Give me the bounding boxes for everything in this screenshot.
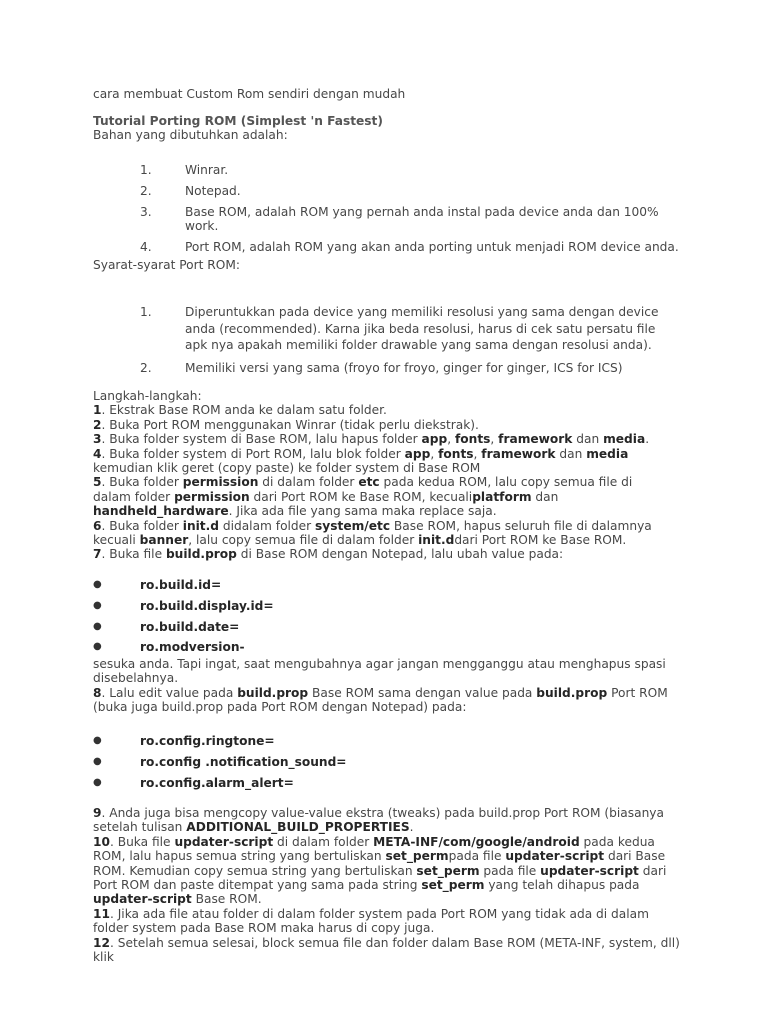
materials-intro: Bahan yang dibutuhkan adalah: <box>93 128 288 142</box>
list-text: Port ROM, adalah ROM yang akan anda porting untuk menjadi ROM device anda. <box>185 239 679 254</box>
step-7: 7. Buka file build.prop di Base ROM dengan Notepad, lalu ubah value pada: <box>93 547 564 562</box>
list-item <box>140 184 680 198</box>
list-text: Winrar. <box>185 163 229 177</box>
list-item: ● ro.build.display.id= <box>93 598 274 613</box>
step-10: 10. Buka file updater-script di dalam folder META-INF/com/google/android pada kedua ROM, lalu hapus semua string yang bertuliskan set_permpada file updater-script dari Base ROM. Kemudian copy semua string yang bertuliskan set_perm pada file updater-script dari Port ROM dan paste ditempat yang sama pada string set_perm yang telah dihapus pada updater-script Base ROM. <box>93 834 667 907</box>
materials-list <box>140 163 680 261</box>
step-11: 11. Jika ada file atau folder di dalam folder system pada Port ROM yang tidak ada di dalam folder system pada Base ROM maka harus di copy juga. <box>93 906 649 936</box>
bullet-icon: ● <box>93 776 102 788</box>
list-item: ● ro.modversion- <box>93 640 245 655</box>
steps-section-mid <box>93 657 673 715</box>
list-item: ● ro.build.id= <box>93 578 222 592</box>
step-1: 1. Ekstrak Base ROM anda ke dalam satu folder. <box>93 403 387 418</box>
list-item <box>140 240 680 254</box>
steps-section-b <box>93 806 683 964</box>
step-12: 12. Setelah semua selesai, block semua file dan folder dalam Base ROM (META-INF, system, dll) klik <box>93 935 680 965</box>
list-item <box>140 205 680 234</box>
list-number: 3. <box>140 204 152 219</box>
step-9: 9. Anda juga bisa mengcopy value-value ekstra (tweaks) pada build.prop Port ROM (biasanya setelah tulisan ADDITIONAL_BUILD_PROPERTIES. <box>93 806 664 835</box>
config-bullets <box>93 734 653 796</box>
requirements-list <box>140 304 680 383</box>
bullet-icon: ● <box>93 599 102 611</box>
list-number: 4. <box>140 239 152 254</box>
step-4: 4. Buka folder system di Port ROM, lalu blok folder app, fonts, framework dan media kemudian klik geret (copy paste) ke folder system di Base ROM <box>93 446 629 476</box>
step-3: 3. Buka folder system di Base ROM, lalu hapus folder app, fonts, framework dan media. <box>93 432 650 447</box>
step-2: 2. Buka Port ROM menggunakan Winrar (tidak perlu diekstrak). <box>93 417 479 432</box>
bullet-icon: ● <box>93 620 102 632</box>
steps-section-a <box>93 389 653 562</box>
list-item: ● ro.config.ringtone= <box>93 734 275 748</box>
list-text: Diperuntukkan pada device yang memiliki resolusi yang sama dengan device anda (recommended). Karna jika beda resolusi, harus di cek satu persatu file apk nya apakah memiliki folder drawable yang sama dengan resolusi anda). <box>185 305 659 353</box>
bullet-icon: ● <box>93 755 102 767</box>
list-item <box>140 360 680 377</box>
bullet-icon: ● <box>93 735 102 746</box>
step-6: 6. Buka folder init.d didalam folder system/etc Base ROM, hapus seluruh file di dalamnya kecuali banner, lalu copy semua file di dalam folder init.ddari Port ROM ke Base ROM. <box>93 518 652 548</box>
list-text: Notepad. <box>185 183 241 198</box>
list-number: 2. <box>140 361 152 376</box>
step-8: 8. Lalu edit value pada build.prop Base ROM sama dengan value pada build.prop Port ROM (buka juga build.prop pada Port ROM dengan Notepad) pada: <box>93 685 668 715</box>
bullet-icon: ● <box>93 641 102 653</box>
requirements-heading: Syarat-syarat Port ROM: <box>93 258 240 272</box>
list-item <box>140 163 680 177</box>
build-prop-bullets <box>93 578 653 661</box>
list-text: Base ROM, adalah ROM yang pernah anda instal pada device anda dan 100% work. <box>185 204 659 233</box>
list-item <box>140 304 680 354</box>
list-item: ● ro.build.date= <box>93 619 240 634</box>
steps-heading: Langkah-langkah: <box>93 389 202 403</box>
tutorial-heading: Tutorial Porting ROM (Simplest 'n Fastest) <box>93 114 383 128</box>
list-text: Memiliki versi yang sama (froyo for froyo, ginger for ginger, ICS for ICS) <box>185 361 623 376</box>
document-title: cara membuat Custom Rom sendiri dengan mudah <box>93 87 406 101</box>
list-number: 1. <box>140 305 152 319</box>
step-5: 5. Buka folder permission di dalam folder etc pada kedua ROM, lalu copy semua file di dalam folder permission dari Port ROM ke Base ROM, kecualiplatform dan handheld_hardware. Jika ada file yang sama maka replace saja. <box>93 475 633 519</box>
list-item: ● ro.config.alarm_alert= <box>93 775 294 790</box>
list-number: 2. <box>140 183 152 198</box>
after-bullets-note: sesuka anda. Tapi ingat, saat mengubahnya agar jangan mengganggu atau menghapus spasi disebelahnya. <box>93 657 666 686</box>
list-number: 1. <box>140 163 152 177</box>
bullet-icon: ● <box>93 579 102 590</box>
list-item: ● ro.config .notification_sound= <box>93 754 347 769</box>
